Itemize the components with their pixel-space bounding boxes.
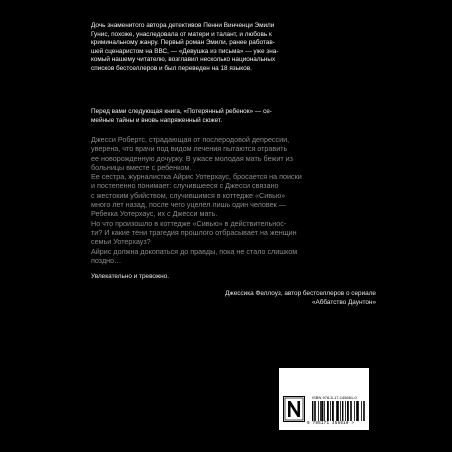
synopsis-paragraph: Джесси Робертс, страдающая от послеродовой депрессии, уверена, что врачи под видом лечения пытаются отравить ее новорожденную дочурку. В ужасе молодая мать бежит из больницы вместе с ребенком. Ее сестра, журналистка Айрис Уотерхаус, бросается на поиски и постепенно понимает: случившееся с Джесси связано с жестоким убийством, случившимся в коттедже «Сивью» много лет назад, после чего уцелел лишь один человек — Ребекка Уотерхаус, их с Джесси мать. Но что произошло в коттедже «Сивью» в действительнос- ти? И какие тени трагедия прошлого отбрасывает на женщин семьи Уотерхауз? Айрис должна докопаться до правды, пока не стало слишком поздно… bbox=[91, 135, 302, 265]
book-intro-paragraph: Перед вами следующая книга, «Потерянный ребенок» — се- мейные тайны и вновь напряженный сюжет. bbox=[91, 108, 272, 124]
review-quote: Увлекательно и тревожно. bbox=[91, 273, 170, 280]
isbn-text: ISBN 978-5-17-145661-0 bbox=[312, 395, 357, 400]
barcode-number: 9 785171 456610 > bbox=[307, 421, 355, 426]
author-intro-paragraph: Дочь знаменитого автора детективов Пенни Винченци Эмили Гунис, похоже, унаследовала от матери и талант, и любовь к криминальному жанру. Первый роман Эмили, ранее работав- шей сценаристом на ВВС, — «Девушка из письма» — уже зна- комый нашему читателю, возглавил несколько национальных списков бестселлеров и был переведен на 18 языков. bbox=[91, 22, 279, 72]
barcode-bars bbox=[312, 401, 366, 421]
review-attribution: Джессика Феллоуз, автор бестселлеров о сериале «Аббатство Даунтон» bbox=[225, 290, 376, 306]
ast-publisher-logo-icon bbox=[283, 396, 305, 422]
